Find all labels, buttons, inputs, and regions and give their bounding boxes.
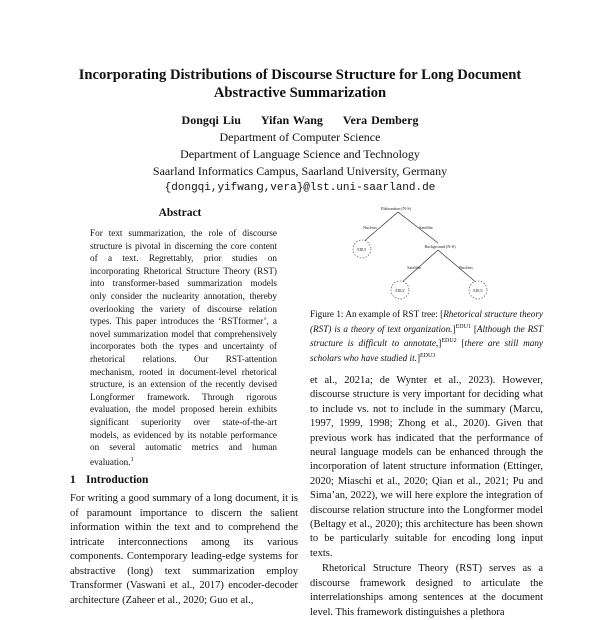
author-block xyxy=(40,112,560,197)
section-heading-introduction xyxy=(70,474,300,486)
edu3-label: EDU3 xyxy=(473,289,483,293)
mid-left-label: Satellite xyxy=(407,265,421,270)
affiliation-2: Department of Language Science and Technology xyxy=(180,147,420,161)
caption-prefix: Figure 1: An example of RST tree: [ xyxy=(310,309,444,319)
author-3: Vera Demberg xyxy=(342,113,419,127)
title-line-2: Abstractive Summarization xyxy=(213,85,387,101)
affiliation-3: Saarland Informatics Campus, Saarland University, Germany xyxy=(152,164,448,178)
author-names xyxy=(40,112,560,129)
caption-edu1-tag: EDU1 xyxy=(455,323,471,330)
edu1-label: EDU1 xyxy=(357,248,367,252)
satellite-label: Satellite xyxy=(419,225,433,230)
caption-edu1-text: Rhetorical structure theory (RST) is a theory of text organization. xyxy=(310,309,543,334)
section-number: 1 xyxy=(70,474,76,486)
introduction-text: For writing a good summary of a long document, it is of paramount importance to discern the salient information within the text and to comprehend the intricate interconnections among its various components. Contemporary leading-edge systems for abstractive (long) text summarization employ Transformer (Vaswani et al., 2017) encoder-decoder architecture (Zaheer et al., 2020; Guo et al., xyxy=(70,493,298,606)
nucleus-label: Nucleus xyxy=(363,225,377,230)
caption-edu2-tag: EDU2 xyxy=(441,338,457,345)
abstract-paragraph: For text summarization, the role of discourse structure is pivotal in discerning the core content of a text. Regrettably, prior studies on incorporating Rhetorical Structure Theory (RST) into transformer-based summarization models only consider the nuclearity annotation, thereby overlooking the variety of discourse relation types. This paper introduces the ‘RSTformer’, a novel summarization model that comprehensively incorporates both the types and uncertainty of rhetorical relations. Our RST-attention mechanism, rooted in document-level rhetorical structure, is an extension of the recently devised Longformer framework. Through rigorous evaluation, the model proposed herein exhibits significant superiority over state-of-the-art models, as evidenced by its notable performance on several automatic metrics and human evaluation. xyxy=(90,228,277,467)
edu2-label: EDU2 xyxy=(395,289,405,293)
author-1: Dongqi Liu xyxy=(181,113,241,127)
mid-right-label: Nucleus xyxy=(459,265,473,270)
title-line-1: Incorporating Distributions of Discourse Structure for Long Document xyxy=(78,67,522,83)
section-title: Introduction xyxy=(86,474,149,486)
caption-edu3-tag: EDU3 xyxy=(420,352,436,359)
right-paragraph-2: Rhetorical Structure Theory (RST) serves as a discourse framework designed to articulate the interrelationships among sentences at the document level. This framework distinguishes a plethora xyxy=(310,563,543,618)
abstract-heading: Abstract xyxy=(158,207,202,219)
paper-title xyxy=(40,66,560,102)
mid-relation-label: Background (N-S) xyxy=(424,244,456,249)
figure-caption: Figure 1: An example of RST tree: [Rhetorical structure theory (RST) is a theory of text organization.]$^{EDU1}$ [Although the RST structure is difficult to annotate,]$^{EDU2}$ [there are still many scholars who have studied it.]$^{EDU3}$ xyxy=(310,309,543,363)
right-paragraph-1: et al., 2021a; de Wynter et al., 2023). However, discourse structure is very important for deciding what to include vs. not to include in the summary (Marcu, 1997, 1999, 1998; Zhong et al., 2020). Given that previous work has indicated that the performance of neural language models can be enhanced through the incorporation of latent structure information (Ettinger, 2020; Miaschi et al., 2020; Qian et al., 2021; Pu and Sima’an, 2022), we will here explore the integration of discourse relation structure into the Longformer model (Beltagy et al., 2020); this architecture has been shown to be particularly suitable for encoding long input texts. xyxy=(310,375,543,559)
author-emails: {dongqi,yifwang,vera}@lst.uni-saarland.de xyxy=(164,182,436,194)
abstract-text xyxy=(90,227,277,468)
caption-edu2-text: Although the RST structure is difficult to annotate, xyxy=(310,323,543,349)
root-relation-label: Elaboration (N-S) xyxy=(380,206,412,211)
caption-edu3-text: there are still many scholars who have studied it. xyxy=(310,338,543,363)
rst-tree-figure xyxy=(326,200,531,304)
right-column-text xyxy=(310,374,543,620)
author-2: Yifan Wang xyxy=(260,113,323,127)
rst-tree-diagram xyxy=(326,200,531,304)
footnote-mark[interactable]: 1 xyxy=(130,456,134,463)
affiliation-1: Department of Computer Science xyxy=(219,130,381,144)
